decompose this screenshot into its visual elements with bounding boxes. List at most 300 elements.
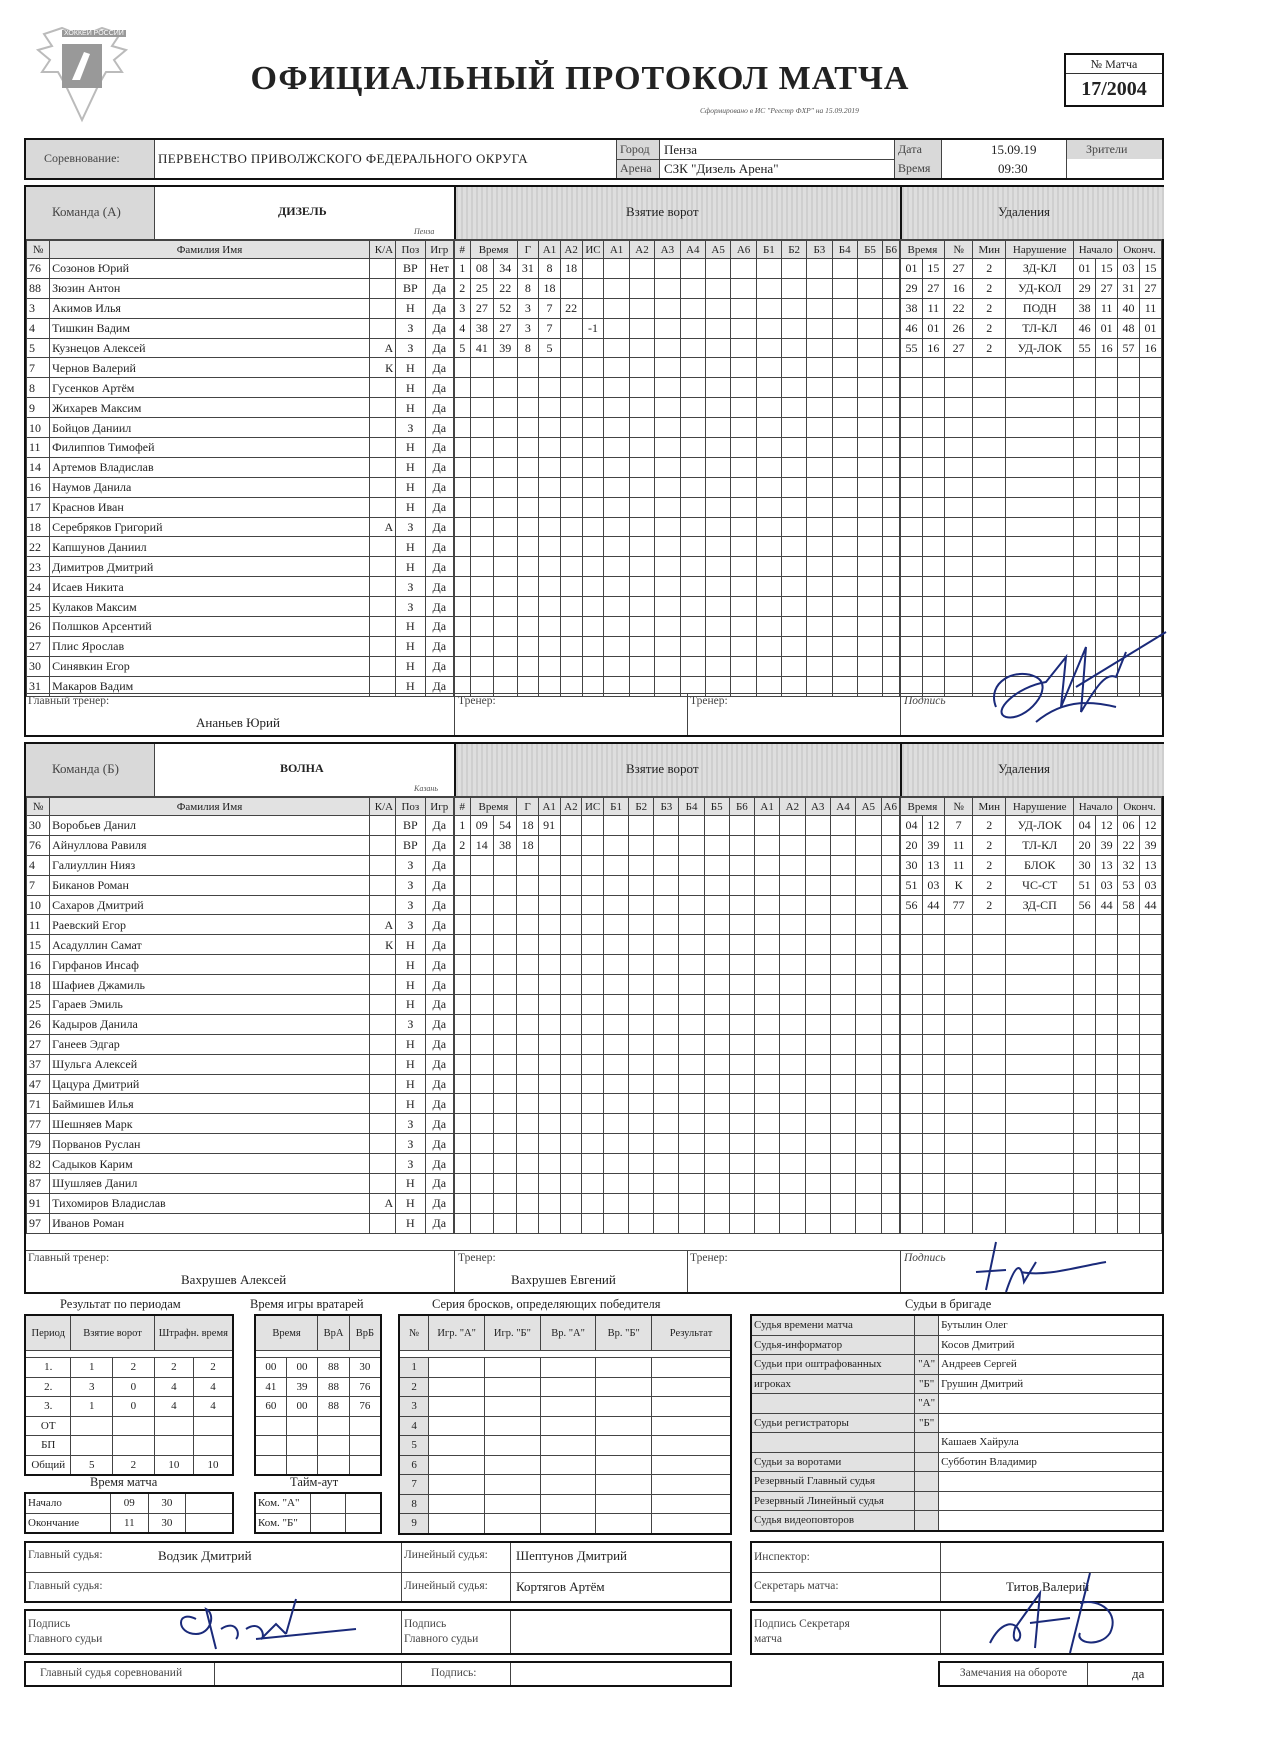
table-cell (493, 1213, 516, 1233)
penalty-cell: 04 (901, 816, 923, 836)
period-cell: 2 (194, 1358, 233, 1378)
table-cell (596, 1358, 652, 1378)
table-cell (1006, 935, 1074, 955)
goal-cell: 52 (494, 298, 517, 318)
table-cell (881, 835, 899, 855)
player-row (27, 318, 454, 338)
shootout-row (399, 1377, 731, 1397)
player-number: 27 (27, 636, 50, 656)
player-row (27, 895, 454, 915)
table-cell (1074, 1034, 1096, 1054)
table-cell (901, 617, 923, 637)
table-cell (731, 318, 756, 338)
table-cell (349, 1416, 381, 1436)
inspector-label: Инспектор: (754, 1551, 810, 1563)
table-cell (629, 259, 654, 279)
roster-header-cell: К/А (369, 241, 395, 259)
table-cell (485, 1514, 541, 1534)
table-cell (901, 995, 923, 1015)
roster-header-cell: Фамилия Имя (50, 241, 370, 259)
table-cell (856, 855, 881, 875)
player-name: Краснов Иван (50, 497, 370, 517)
table-cell (729, 816, 754, 836)
table-cell (704, 975, 729, 995)
table-cell (517, 1134, 539, 1154)
table-cell (494, 438, 517, 458)
table-cell (780, 1014, 805, 1034)
table-cell (1074, 398, 1096, 418)
table-cell (679, 895, 704, 915)
player-name: Филиппов Тимофей (50, 438, 370, 458)
player-name: Айнуллова Равиля (50, 835, 370, 855)
table-cell (881, 1213, 899, 1233)
table-cell (782, 656, 807, 676)
table-cell (517, 418, 539, 438)
table-cell (705, 378, 730, 398)
player-captain (369, 875, 395, 895)
goal-cell: 18 (517, 816, 539, 836)
goal-cell (560, 278, 582, 298)
table-cell (493, 955, 516, 975)
table-cell (560, 1034, 582, 1054)
table-cell (560, 875, 582, 895)
player-number: 30 (27, 816, 50, 836)
table-cell (731, 656, 756, 676)
team-a-head-coach-label: Главный тренер: (28, 695, 110, 707)
player-captain: К (369, 935, 395, 955)
table-cell (680, 617, 705, 637)
table-cell (654, 1174, 679, 1194)
table-cell (539, 537, 561, 557)
table-cell (830, 935, 855, 955)
table-cell (604, 995, 629, 1015)
goal-row (455, 1174, 900, 1194)
table-cell (629, 1174, 654, 1194)
table-cell (973, 1034, 1006, 1054)
table-cell (704, 835, 729, 855)
player-name: Раевский Егор (50, 915, 370, 935)
player-captain (369, 1074, 395, 1094)
table-cell (1118, 915, 1140, 935)
table-cell (679, 1114, 704, 1134)
table-cell (455, 378, 471, 398)
table-cell (830, 1054, 855, 1074)
table-cell (729, 895, 754, 915)
arena-label: Арена (620, 161, 652, 175)
team-a-coach-label: Тренер: (458, 695, 496, 707)
table-cell (560, 915, 582, 935)
official-name (939, 1413, 1163, 1433)
table-cell (629, 477, 654, 497)
table-cell (540, 1377, 596, 1397)
table-cell (857, 517, 882, 537)
table-cell (582, 955, 604, 975)
goal-header-cell: Б5 (857, 241, 882, 259)
shootout-number: 8 (399, 1494, 429, 1514)
goalie-cell: 00 (255, 1358, 286, 1378)
table-cell (782, 636, 807, 656)
table-cell (973, 1074, 1006, 1094)
table-cell (944, 935, 973, 955)
table-cell (883, 497, 900, 517)
penalty-header-cell: Оконч. (1118, 241, 1162, 259)
table-cell (1118, 1074, 1140, 1094)
table-cell (655, 617, 680, 637)
table-cell (680, 497, 705, 517)
table-cell (517, 1154, 539, 1174)
table-cell (604, 617, 629, 637)
table-cell (560, 418, 582, 438)
table-cell (1096, 358, 1118, 378)
table-cell (629, 597, 654, 617)
table-cell (1118, 975, 1140, 995)
player-number: 3 (27, 298, 50, 318)
penalty-cell: 44 (1096, 895, 1118, 915)
player-position: Н (396, 457, 425, 477)
penalty-cell: УД-ЛОК (1006, 338, 1074, 358)
penalty-cell: 27 (1096, 278, 1118, 298)
table-cell (922, 1094, 944, 1114)
table-cell (604, 298, 629, 318)
table-cell (754, 816, 779, 836)
table-cell (922, 955, 944, 975)
player-number: 4 (27, 318, 50, 338)
table-cell (582, 935, 604, 955)
table-cell (832, 318, 857, 338)
shootout-number: 4 (399, 1416, 429, 1436)
table-cell (560, 995, 582, 1015)
penalty-row (901, 418, 1162, 438)
player-row (27, 617, 454, 637)
period-cell (154, 1416, 193, 1436)
penalty-row (901, 935, 1162, 955)
table-cell (883, 259, 900, 279)
table-cell (629, 497, 654, 517)
goal-row (455, 338, 900, 358)
table-cell (830, 1134, 855, 1154)
table-cell (881, 855, 899, 875)
player-position: З (396, 1014, 425, 1034)
table-cell (1118, 378, 1140, 398)
table-cell (857, 298, 882, 318)
player-row (27, 1034, 454, 1054)
table-cell (922, 1054, 944, 1074)
table-cell (881, 1034, 899, 1054)
player-position: З (396, 1114, 425, 1134)
table-cell (729, 1074, 754, 1094)
table-cell (604, 338, 629, 358)
player-row (27, 259, 454, 279)
table-cell (455, 497, 471, 517)
table-cell (582, 457, 604, 477)
team-b-block (24, 742, 1164, 1294)
player-played: Да (425, 358, 453, 378)
penalty-cell: 38 (901, 298, 923, 318)
table-cell (318, 1436, 350, 1456)
table-cell (705, 358, 730, 378)
penalty-header-cell: Мин (973, 798, 1006, 816)
goal-cell: 18 (560, 259, 582, 279)
table-cell (729, 1154, 754, 1174)
table-cell (922, 995, 944, 1015)
period-row (25, 1416, 233, 1436)
penalty-row (901, 995, 1162, 1015)
table-cell (944, 557, 973, 577)
player-name: Бойцов Даниил (50, 418, 370, 438)
table-cell (655, 517, 680, 537)
table-cell (1074, 995, 1096, 1015)
period-cell: 0 (113, 1377, 155, 1397)
goalie-cell: 30 (349, 1358, 381, 1378)
table-cell (1118, 418, 1140, 438)
table-cell (857, 318, 882, 338)
shootout-number: 3 (399, 1397, 429, 1417)
table-cell (807, 298, 832, 318)
shootout-row (399, 1416, 731, 1436)
table-cell (629, 338, 654, 358)
table-cell (1118, 1014, 1140, 1034)
table-cell (832, 597, 857, 617)
player-number: 18 (27, 517, 50, 537)
table-cell (655, 597, 680, 617)
table-cell (560, 577, 582, 597)
table-cell (830, 1154, 855, 1174)
table-cell (560, 497, 582, 517)
table-cell (560, 1134, 582, 1154)
table-cell (517, 1114, 539, 1134)
table-cell (1096, 438, 1118, 458)
table-cell (922, 1174, 944, 1194)
table-cell (780, 1114, 805, 1134)
table-cell (780, 1074, 805, 1094)
timeout-title: Тайм-аут (290, 1475, 339, 1489)
table-cell (604, 1114, 629, 1134)
table-cell (485, 1436, 541, 1456)
player-row (27, 955, 454, 975)
official-name (939, 1511, 1163, 1531)
table-cell (679, 835, 704, 855)
table-cell (705, 636, 730, 656)
table-cell (704, 1014, 729, 1034)
player-played: Да (425, 577, 453, 597)
table-cell (604, 1174, 629, 1194)
table-cell (754, 1094, 779, 1114)
official-role: Судьи при оштрафованных (751, 1355, 915, 1375)
player-played: Да (425, 935, 453, 955)
table-cell (604, 457, 629, 477)
penalty-cell: 46 (1074, 318, 1096, 338)
table-cell (973, 378, 1006, 398)
player-played: Да (425, 418, 453, 438)
table-cell (756, 318, 781, 338)
goalie-cell: 88 (318, 1377, 350, 1397)
player-captain (369, 1054, 395, 1074)
table-cell (1074, 497, 1096, 517)
table-cell (901, 557, 923, 577)
table-cell (582, 1014, 604, 1034)
table-cell (731, 517, 756, 537)
table-cell (560, 398, 582, 418)
table-cell (470, 358, 493, 378)
table-cell (901, 537, 923, 557)
table-cell (780, 875, 805, 895)
table-cell (729, 1054, 754, 1074)
penalty-row (901, 378, 1162, 398)
goal-cell: 2 (455, 278, 471, 298)
period-cell (194, 1416, 233, 1436)
penalty-row (901, 259, 1162, 279)
table-cell (705, 318, 730, 338)
penalty-row (901, 975, 1162, 995)
goal-cell (582, 298, 604, 318)
official-row (751, 1315, 1163, 1335)
table-cell (493, 895, 516, 915)
table-cell (856, 1114, 881, 1134)
table-cell (680, 259, 705, 279)
table-cell (1139, 358, 1161, 378)
period-cell: ОТ (25, 1416, 71, 1436)
goal-cell: 8 (517, 278, 539, 298)
table-cell (856, 1213, 881, 1233)
table-cell (517, 1213, 539, 1233)
penalty-cell: 2 (973, 259, 1006, 279)
player-row (27, 1154, 454, 1174)
goal-header-cell: А4 (680, 241, 705, 259)
table-cell (922, 597, 944, 617)
table-cell (654, 1054, 679, 1074)
table-cell (756, 617, 781, 637)
player-captain (369, 1034, 395, 1054)
table-cell (901, 1114, 923, 1134)
table-cell (286, 1436, 317, 1456)
table-cell (901, 955, 923, 975)
table-cell (704, 915, 729, 935)
table-cell (973, 1054, 1006, 1074)
table-cell (856, 995, 881, 1015)
player-name: Артемов Владислав (50, 457, 370, 477)
table-cell (629, 636, 654, 656)
table-cell (705, 517, 730, 537)
goal-cell: 09 (470, 816, 493, 836)
shootout-row (399, 1397, 731, 1417)
table-cell (517, 935, 539, 955)
player-captain (369, 1114, 395, 1134)
goal-cell: 91 (538, 816, 560, 836)
table-cell (455, 617, 471, 637)
table-cell (883, 597, 900, 617)
penalty-cell: 01 (1074, 259, 1096, 279)
secretary-signature-box (750, 1609, 1164, 1655)
penalty-cell: ТЛ-КЛ (1006, 318, 1074, 338)
table-cell (1074, 418, 1096, 438)
player-row (27, 1174, 454, 1194)
match-start-m: 30 (148, 1493, 186, 1513)
table-cell (901, 517, 923, 537)
player-captain (369, 656, 395, 676)
table-cell (1074, 935, 1096, 955)
team-a-block (24, 185, 1164, 737)
page-title: ОФИЦИАЛЬНЫЙ ПРОТОКОЛ МАТЧА (250, 60, 910, 97)
table-cell (1139, 1074, 1161, 1094)
table-cell (944, 418, 973, 438)
official-name: Андреев Сергей (939, 1355, 1163, 1375)
shootout-number: 9 (399, 1514, 429, 1534)
penalty-cell: 03 (1096, 875, 1118, 895)
penalty-cell: 01 (1096, 318, 1118, 338)
table-cell (485, 1455, 541, 1475)
table-cell (560, 1094, 582, 1114)
player-name: Исаев Никита (50, 577, 370, 597)
table-cell (485, 1397, 541, 1417)
table-cell (754, 995, 779, 1015)
player-name: Капшунов Даниил (50, 537, 370, 557)
table-cell (805, 1094, 830, 1114)
player-played: Да (425, 1114, 453, 1134)
main-referee-signature-box (24, 1609, 732, 1655)
shootout-header-cell: Вр. "Б" (596, 1315, 652, 1351)
table-cell (604, 875, 629, 895)
player-position: Н (396, 935, 425, 955)
table-cell (470, 995, 493, 1015)
table-cell (470, 418, 493, 438)
player-captain (369, 278, 395, 298)
table-cell (1118, 1174, 1140, 1194)
penalty-cell: 11 (1096, 298, 1118, 318)
table-cell (780, 975, 805, 995)
table-cell (807, 318, 832, 338)
table-cell (679, 816, 704, 836)
table-cell (679, 1193, 704, 1213)
table-cell (857, 438, 882, 458)
table-cell (538, 1213, 560, 1233)
player-name: Синявкин Егор (50, 656, 370, 676)
player-number: 25 (27, 597, 50, 617)
table-cell (883, 557, 900, 577)
table-cell (973, 457, 1006, 477)
table-cell (455, 438, 471, 458)
table-cell (782, 597, 807, 617)
table-cell (705, 438, 730, 458)
table-cell (807, 438, 832, 458)
table-cell (654, 835, 679, 855)
goal-cell: 54 (493, 816, 516, 836)
table-cell (582, 477, 604, 497)
timeout-a-label: Ком. "А" (255, 1493, 311, 1513)
penalty-cell: 2 (973, 278, 1006, 298)
penalty-row (901, 318, 1162, 338)
table-cell (539, 617, 561, 637)
table-cell (493, 1074, 516, 1094)
table-cell (1096, 915, 1118, 935)
table-cell (540, 1455, 596, 1475)
table-cell (470, 875, 493, 895)
table-cell (857, 537, 882, 557)
table-cell (538, 1034, 560, 1054)
table-cell (922, 1193, 944, 1213)
table-cell (582, 1193, 604, 1213)
main-referee-label-1: Главный судья: (28, 1549, 103, 1561)
penalty-row (901, 1134, 1162, 1154)
table-cell (455, 935, 471, 955)
table-cell (805, 835, 830, 855)
table-cell (629, 855, 654, 875)
player-row (27, 835, 454, 855)
team-a-label: Команда (А) (52, 204, 121, 219)
table-cell (830, 875, 855, 895)
player-position: Н (396, 477, 425, 497)
team-a-head-coach: Ананьев Юрий (196, 715, 280, 730)
goal-cell: 38 (493, 835, 516, 855)
